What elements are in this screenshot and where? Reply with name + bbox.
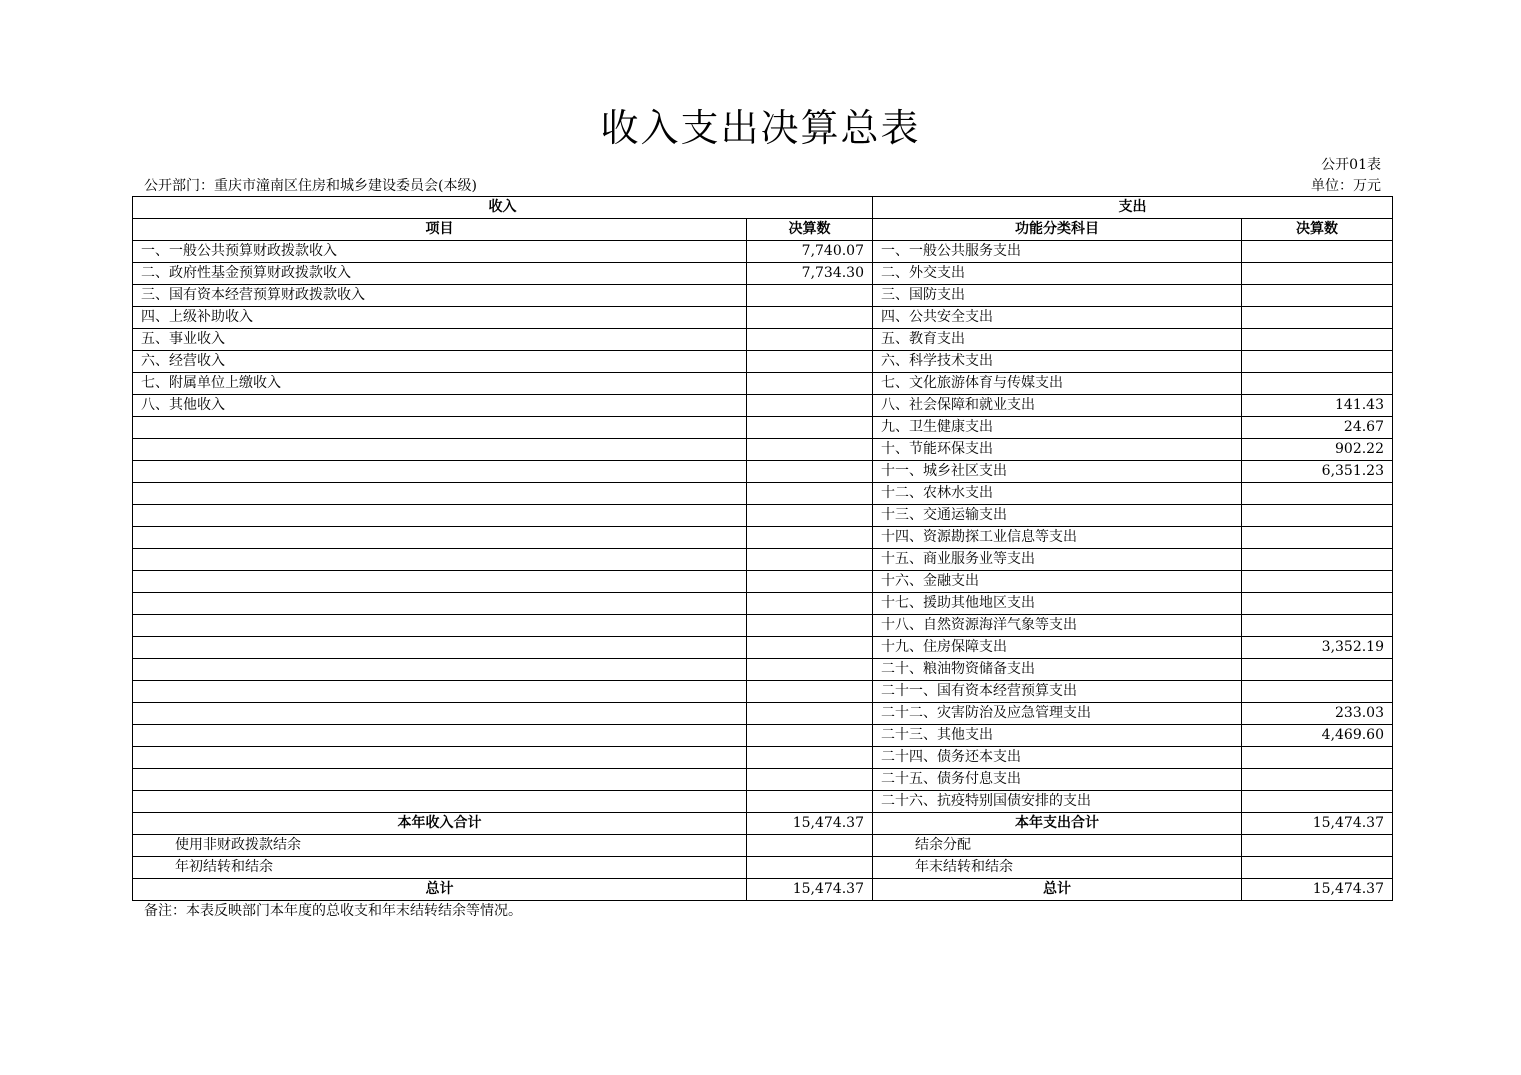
income-item	[133, 659, 747, 681]
income-item	[133, 703, 747, 725]
income-amount	[747, 527, 873, 549]
income-header: 收入	[133, 197, 873, 219]
expense-amount	[1242, 681, 1393, 703]
table-row	[133, 549, 1393, 571]
expense-amount: 141.43	[1242, 395, 1393, 417]
expense-item: 十三、交通运输支出	[873, 505, 1242, 527]
expense-balance-item: 结余分配	[873, 835, 1242, 857]
income-item: 四、上级补助收入	[133, 307, 747, 329]
income-amount	[747, 703, 873, 725]
expense-item: 十一、城乡社区支出	[873, 461, 1242, 483]
table-row	[133, 747, 1393, 769]
income-item: 五、事业收入	[133, 329, 747, 351]
income-amount	[747, 285, 873, 307]
expense-amount	[1242, 351, 1393, 373]
expense-amount-column-header: 决算数	[1242, 219, 1393, 241]
expense-amount: 233.03	[1242, 703, 1393, 725]
expense-amount	[1242, 615, 1393, 637]
expense-amount	[1242, 505, 1393, 527]
expense-amount	[1242, 329, 1393, 351]
expense-amount	[1242, 373, 1393, 395]
income-item: 六、经营收入	[133, 351, 747, 373]
table-row	[133, 395, 1393, 417]
table-row	[133, 329, 1393, 351]
expense-amount	[1242, 769, 1393, 791]
income-item	[133, 439, 747, 461]
income-item	[133, 615, 747, 637]
expense-item: 二、外交支出	[873, 263, 1242, 285]
table-row	[133, 769, 1393, 791]
table-row	[133, 637, 1393, 659]
income-item	[133, 637, 747, 659]
table-row	[133, 461, 1393, 483]
expense-header: 支出	[873, 197, 1393, 219]
expense-amount: 6,351.23	[1242, 461, 1393, 483]
page-title: 收入支出决算总表	[600, 106, 921, 150]
income-item	[133, 725, 747, 747]
table-row	[133, 527, 1393, 549]
budget-table	[132, 196, 1393, 901]
expense-item: 九、卫生健康支出	[873, 417, 1242, 439]
expense-item: 七、文化旅游体育与传媒支出	[873, 373, 1242, 395]
income-amount: 7,740.07	[747, 241, 873, 263]
expense-item: 八、社会保障和就业支出	[873, 395, 1242, 417]
total-row	[133, 879, 1393, 901]
table-row	[133, 373, 1393, 395]
header-row-2	[133, 219, 1393, 241]
income-item	[133, 417, 747, 439]
table-row	[133, 703, 1393, 725]
income-amount	[747, 439, 873, 461]
income-amount-column-header: 决算数	[747, 219, 873, 241]
expense-amount	[1242, 241, 1393, 263]
expense-balance-amount	[1242, 857, 1393, 879]
expense-item: 二十五、债务付息支出	[873, 769, 1242, 791]
income-subtotal-label: 本年收入合计	[133, 813, 747, 835]
income-item	[133, 527, 747, 549]
income-amount	[747, 791, 873, 813]
table-row	[133, 307, 1393, 329]
income-amount	[747, 571, 873, 593]
expense-item: 二十二、灾害防治及应急管理支出	[873, 703, 1242, 725]
income-total-amount: 15,474.37	[747, 879, 873, 901]
expense-amount	[1242, 659, 1393, 681]
income-amount	[747, 725, 873, 747]
income-amount	[747, 659, 873, 681]
income-amount	[747, 373, 873, 395]
income-item: 二、政府性基金预算财政拨款收入	[133, 263, 747, 285]
income-item	[133, 549, 747, 571]
expense-item: 二十、粮油物资储备支出	[873, 659, 1242, 681]
expense-item: 十六、金融支出	[873, 571, 1242, 593]
form-number: 公开01表	[1321, 157, 1381, 173]
table-row	[133, 417, 1393, 439]
income-item	[133, 571, 747, 593]
expense-amount	[1242, 747, 1393, 769]
income-item: 八、其他收入	[133, 395, 747, 417]
balance-row	[133, 835, 1393, 857]
expense-item: 三、国防支出	[873, 285, 1242, 307]
income-item	[133, 681, 747, 703]
income-amount	[747, 593, 873, 615]
expense-balance-amount	[1242, 835, 1393, 857]
table-row	[133, 351, 1393, 373]
expense-item: 四、公共安全支出	[873, 307, 1242, 329]
income-amount	[747, 769, 873, 791]
item-column-header: 项目	[133, 219, 747, 241]
expense-amount	[1242, 593, 1393, 615]
func-item-column-header: 功能分类科目	[873, 219, 1242, 241]
expense-amount	[1242, 549, 1393, 571]
table-row	[133, 285, 1393, 307]
income-amount	[747, 637, 873, 659]
unit-label: 单位：万元	[1311, 178, 1381, 194]
income-balance-amount	[747, 835, 873, 857]
income-item	[133, 461, 747, 483]
income-balance-item: 使用非财政拨款结余	[133, 835, 747, 857]
expense-total-label: 总计	[873, 879, 1242, 901]
income-amount	[747, 615, 873, 637]
balance-row	[133, 857, 1393, 879]
expense-item: 二十六、抗疫特别国债安排的支出	[873, 791, 1242, 813]
income-amount	[747, 329, 873, 351]
expense-amount	[1242, 285, 1393, 307]
expense-total-amount: 15,474.37	[1242, 879, 1393, 901]
table-row	[133, 241, 1393, 263]
table-row	[133, 791, 1393, 813]
expense-item: 十、节能环保支出	[873, 439, 1242, 461]
income-amount	[747, 747, 873, 769]
table-row	[133, 659, 1393, 681]
income-item: 三、国有资本经营预算财政拨款收入	[133, 285, 747, 307]
expense-amount	[1242, 263, 1393, 285]
expense-item: 五、教育支出	[873, 329, 1242, 351]
expense-item: 二十三、其他支出	[873, 725, 1242, 747]
expense-amount	[1242, 483, 1393, 505]
expense-balance-item: 年末结转和结余	[873, 857, 1242, 879]
income-amount	[747, 417, 873, 439]
expense-amount	[1242, 307, 1393, 329]
table-row	[133, 505, 1393, 527]
table-row	[133, 571, 1393, 593]
income-amount: 7,734.30	[747, 263, 873, 285]
income-item	[133, 769, 747, 791]
income-subtotal-amount: 15,474.37	[747, 813, 873, 835]
table-row	[133, 263, 1393, 285]
expense-subtotal-amount: 15,474.37	[1242, 813, 1393, 835]
expense-item: 十七、援助其他地区支出	[873, 593, 1242, 615]
income-item	[133, 747, 747, 769]
expense-amount	[1242, 791, 1393, 813]
expense-item: 六、科学技术支出	[873, 351, 1242, 373]
income-amount	[747, 483, 873, 505]
income-item: 七、附属单位上缴收入	[133, 373, 747, 395]
expense-amount: 902.22	[1242, 439, 1393, 461]
income-amount	[747, 681, 873, 703]
expense-item: 十五、商业服务业等支出	[873, 549, 1242, 571]
income-amount	[747, 549, 873, 571]
income-item	[133, 483, 747, 505]
table-row	[133, 681, 1393, 703]
expense-amount	[1242, 527, 1393, 549]
income-amount	[747, 505, 873, 527]
income-balance-amount	[747, 857, 873, 879]
expense-amount	[1242, 571, 1393, 593]
expense-item: 二十一、国有资本经营预算支出	[873, 681, 1242, 703]
header-row-1	[133, 197, 1393, 219]
expense-amount: 4,469.60	[1242, 725, 1393, 747]
income-total-label: 总计	[133, 879, 747, 901]
subtotal-row	[133, 813, 1393, 835]
income-item	[133, 593, 747, 615]
income-amount	[747, 351, 873, 373]
income-item	[133, 505, 747, 527]
income-amount	[747, 461, 873, 483]
expense-item: 十二、农林水支出	[873, 483, 1242, 505]
table-row	[133, 593, 1393, 615]
income-amount	[747, 307, 873, 329]
expense-item: 二十四、债务还本支出	[873, 747, 1242, 769]
expense-amount: 24.67	[1242, 417, 1393, 439]
department-label: 公开部门：重庆市潼南区住房和城乡建设委员会(本级)	[144, 178, 477, 194]
income-item	[133, 791, 747, 813]
expense-item: 十四、资源勘探工业信息等支出	[873, 527, 1242, 549]
income-amount	[747, 395, 873, 417]
income-item: 一、一般公共预算财政拨款收入	[133, 241, 747, 263]
expense-item: 一、一般公共服务支出	[873, 241, 1242, 263]
table-row	[133, 615, 1393, 637]
table-row	[133, 439, 1393, 461]
footnote: 备注：本表反映部门本年度的总收支和年末结转结余等情况。	[144, 903, 522, 919]
expense-subtotal-label: 本年支出合计	[873, 813, 1242, 835]
expense-item: 十九、住房保障支出	[873, 637, 1242, 659]
table-row	[133, 725, 1393, 747]
income-balance-item: 年初结转和结余	[133, 857, 747, 879]
table-row	[133, 483, 1393, 505]
expense-item: 十八、自然资源海洋气象等支出	[873, 615, 1242, 637]
expense-amount: 3,352.19	[1242, 637, 1393, 659]
